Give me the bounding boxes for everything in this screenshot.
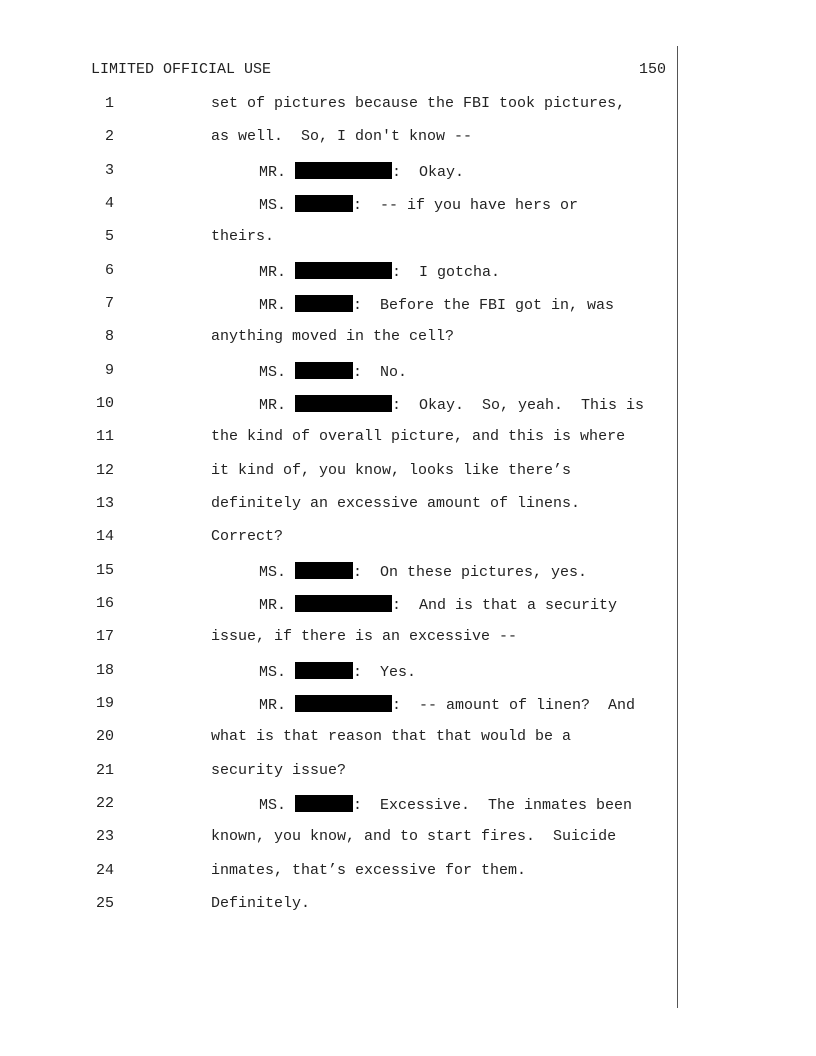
line-number: 5 [104,228,114,245]
line-number: 11 [95,428,114,445]
speaker-line [259,295,614,314]
transcript-line [0,528,677,552]
speaker-line [259,162,464,181]
redacted-name [295,562,353,579]
transcript-line [0,395,677,419]
line-text: : I gotcha. [392,264,501,281]
line-text: known, you know, and to start fires. Suicide [211,828,617,845]
line-text: : No. [353,364,408,381]
redacted-name [295,395,392,412]
classification-header: LIMITED OFFICIAL USE [91,61,272,78]
line-number: 7 [104,295,114,312]
line-number: 2 [104,128,114,145]
speaker-line [259,362,407,381]
line-text: issue, if there is an excessive -- [211,628,518,645]
speaker-line [259,195,578,214]
line-text: : Yes. [353,664,417,681]
transcript-line [0,262,677,286]
transcript-line [0,895,677,919]
transcript-line [0,228,677,252]
line-text: Definitely. [211,895,311,912]
speaker-title: MS. [259,197,296,214]
speaker-line [259,695,635,714]
transcript-line [0,695,677,719]
line-text: definitely an excessive amount of linens. [211,495,581,512]
line-text: what is that reason that that would be a [211,728,572,745]
speaker-line [259,262,500,281]
transcript-line [0,195,677,219]
redacted-name [295,295,353,312]
transcript-line [0,562,677,586]
line-number: 22 [95,795,114,812]
line-number: 15 [95,562,114,579]
line-text: : On these pictures, yes. [353,564,588,581]
line-text: : -- if you have hers or [353,197,579,214]
transcript-line [0,762,677,786]
speaker-title: MS. [259,797,296,814]
transcript-line [0,95,677,119]
line-number: 1 [104,95,114,112]
transcript-line [0,495,677,519]
speaker-title: MR. [259,697,296,714]
line-number: 18 [95,662,114,679]
line-number: 20 [95,728,114,745]
speaker-line [259,562,587,581]
redacted-name [295,162,392,179]
page-number: 150 [638,61,666,78]
transcript-line [0,462,677,486]
line-text: as well. So, I don't know -- [211,128,473,145]
line-text: inmates, that’s excessive for them. [211,862,527,879]
redacted-name [295,795,353,812]
line-number: 6 [104,262,114,279]
redacted-name [295,362,353,379]
line-number: 25 [95,895,114,912]
speaker-line [259,662,416,681]
line-number: 16 [95,595,114,612]
line-text: theirs. [211,228,275,245]
redacted-name [295,662,353,679]
speaker-line [259,395,644,414]
line-text: : And is that a security [392,597,618,614]
redacted-name [295,695,392,712]
line-number: 9 [104,362,114,379]
redacted-name [295,595,392,612]
line-number: 23 [95,828,114,845]
line-number: 21 [95,762,114,779]
speaker-line [259,595,617,614]
right-margin-rule [677,46,678,1008]
line-number: 3 [104,162,114,179]
redacted-name [295,195,353,212]
line-number: 14 [95,528,114,545]
speaker-title: MR. [259,297,296,314]
line-number: 24 [95,862,114,879]
transcript-line [0,328,677,352]
line-text: : Excessive. The inmates been [353,797,633,814]
transcript-line [0,128,677,152]
line-text: Correct? [211,528,284,545]
line-number: 8 [104,328,114,345]
line-text: anything moved in the cell? [211,328,455,345]
transcript-line [0,728,677,752]
line-text: it kind of, you know, looks like there’s [211,462,572,479]
transcript-line [0,428,677,452]
transcript-line [0,295,677,319]
speaker-title: MR. [259,597,296,614]
speaker-title: MS. [259,664,296,681]
transcript-line [0,362,677,386]
speaker-title: MS. [259,564,296,581]
transcript-line [0,595,677,619]
transcript-line [0,162,677,186]
line-number: 10 [95,395,114,412]
speaker-line [259,795,632,814]
transcript-line [0,628,677,652]
line-text: : Okay. [392,164,465,181]
line-text: the kind of overall picture, and this is where [211,428,626,445]
line-text: : Okay. So, yeah. This is [392,397,645,414]
line-text: security issue? [211,762,347,779]
speaker-title: MR. [259,264,296,281]
transcript-line [0,862,677,886]
line-number: 19 [95,695,114,712]
transcript-line [0,828,677,852]
speaker-title: MR. [259,164,296,181]
line-text: : -- amount of linen? And [392,697,636,714]
redacted-name [295,262,392,279]
line-text: : Before the FBI got in, was [353,297,615,314]
line-number: 12 [95,462,114,479]
speaker-title: MR. [259,397,296,414]
line-number: 17 [95,628,114,645]
line-number: 13 [95,495,114,512]
transcript-line [0,662,677,686]
transcript-line [0,795,677,819]
speaker-title: MS. [259,364,296,381]
line-number: 4 [104,195,114,212]
line-text: set of pictures because the FBI took pictures, [211,95,626,112]
